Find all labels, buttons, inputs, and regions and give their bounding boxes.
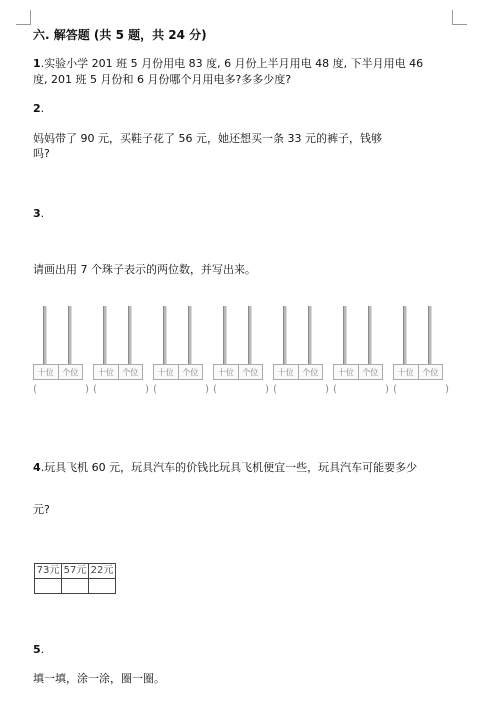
- paren-open: (: [333, 384, 337, 395]
- tens-label: 十位: [94, 365, 119, 379]
- question-4-number: 4: [33, 461, 41, 474]
- ones-label: 个位: [422, 367, 439, 377]
- tens-label: 十位: [274, 365, 299, 379]
- ones-rod: [188, 306, 192, 364]
- price-answer-cell-2[interactable]: [62, 579, 89, 594]
- ones-label: 个位: [242, 367, 259, 377]
- paren-open: (: [93, 384, 97, 395]
- question-5-heading: [33, 642, 44, 657]
- paren-close: ): [205, 384, 209, 395]
- tens-label: 十位: [394, 365, 419, 379]
- question-2-heading: [33, 101, 44, 116]
- paren-close: ): [265, 384, 269, 395]
- page-corner-mark-left: [16, 10, 31, 25]
- price-options-table: [34, 563, 116, 594]
- tens-rod: [283, 306, 287, 364]
- abacus-base: [273, 364, 323, 380]
- question-4-line-1: [33, 460, 417, 475]
- ones-label: 个位: [182, 367, 199, 377]
- tens-label: 十位: [34, 365, 59, 379]
- question-5-suffix: .: [40, 643, 45, 656]
- question-2-suffix: .: [40, 102, 45, 115]
- question-2-number: 2: [33, 102, 41, 115]
- answer-blank[interactable]: [33, 384, 89, 395]
- abacus-base: [393, 364, 443, 380]
- ones-rod: [248, 306, 252, 364]
- ones-rod: [428, 306, 432, 364]
- paren-close: ): [325, 384, 329, 395]
- answer-blank[interactable]: [93, 384, 149, 395]
- paren-open: (: [213, 384, 217, 395]
- question-1-text: .实验小学 201 班 5 月份用电 83 度, 6 月份上半月用电 48 度, 下半月用电 46: [40, 57, 424, 70]
- paren-close: ): [445, 384, 449, 395]
- abacus[interactable]: [273, 306, 329, 398]
- answer-blank[interactable]: [393, 384, 449, 395]
- question-2-line-1: 妈妈带了 90 元，买鞋子花了 56 元，她还想买一条 33 元的裤子，钱够: [33, 132, 382, 145]
- abacus-base: [33, 364, 83, 380]
- abacus[interactable]: [153, 306, 209, 398]
- ones-label: 个位: [302, 367, 319, 377]
- question-4-text: .玩具飞机 60 元，玩具汽车的价钱比玩具飞机便宜一些，玩具汽车可能要多少: [40, 461, 418, 474]
- tens-label: 十位: [214, 365, 239, 379]
- abacus[interactable]: [393, 306, 449, 398]
- tens-label: 十位: [154, 365, 179, 379]
- ones-label: 个位: [362, 367, 379, 377]
- answer-blank[interactable]: [153, 384, 209, 395]
- abacus[interactable]: [213, 306, 269, 398]
- paren-close: ): [85, 384, 89, 395]
- paren-open: (: [273, 384, 277, 395]
- paren-close: ): [145, 384, 149, 395]
- question-5-prompt: 填一填，涂一涂，圈一圈。: [33, 672, 165, 685]
- abacus-base: [93, 364, 143, 380]
- question-1-line-1: [33, 56, 423, 71]
- question-3-suffix: .: [40, 207, 45, 220]
- price-answer-cell-3[interactable]: [89, 579, 116, 594]
- answer-blank[interactable]: [333, 384, 389, 395]
- abacus-base: [333, 364, 383, 380]
- question-5-number: 5: [33, 643, 41, 656]
- answer-blank[interactable]: [273, 384, 329, 395]
- tens-rod: [223, 306, 227, 364]
- abacus[interactable]: [93, 306, 149, 398]
- abacus[interactable]: [33, 306, 89, 398]
- tens-rod: [163, 306, 167, 364]
- section-title: 六. 解答题 (共 5 题，共 24 分): [33, 28, 207, 42]
- question-4-line-2: 元?: [33, 503, 50, 516]
- ones-rod: [308, 306, 312, 364]
- tens-rod: [343, 306, 347, 364]
- tens-rod: [103, 306, 107, 364]
- question-2-line-2: 吗?: [33, 147, 50, 160]
- abacus-base: [153, 364, 203, 380]
- paren-open: (: [153, 384, 157, 395]
- abacus-row: [33, 306, 449, 398]
- price-option-1: 73元: [35, 564, 62, 579]
- price-answer-cell-1[interactable]: [35, 579, 62, 594]
- paren-close: ): [385, 384, 389, 395]
- question-3-number: 3: [33, 207, 41, 220]
- price-answer-row: [35, 579, 116, 594]
- question-3-prompt: 请画出用 7 个珠子表示的两位数，并写出来。: [33, 263, 256, 276]
- question-3-heading: [33, 206, 44, 221]
- tens-label: 十位: [334, 365, 359, 379]
- paren-open: (: [393, 384, 397, 395]
- ones-label: 个位: [62, 367, 79, 377]
- ones-rod: [68, 306, 72, 364]
- ones-label: 个位: [122, 367, 139, 377]
- price-option-2: 57元: [62, 564, 89, 579]
- ones-rod: [368, 306, 372, 364]
- price-option-3: 22元: [89, 564, 116, 579]
- answer-blank[interactable]: [213, 384, 269, 395]
- page-corner-mark-right: [452, 10, 467, 25]
- abacus[interactable]: [333, 306, 389, 398]
- ones-rod: [128, 306, 132, 364]
- tens-rod: [403, 306, 407, 364]
- question-1-line-2: 度, 201 班 5 月份和 6 月份哪个月用电多?多多少度?: [33, 73, 292, 86]
- price-options-row: [35, 564, 116, 579]
- abacus-base: [213, 364, 263, 380]
- tens-rod: [43, 306, 47, 364]
- question-1-number: 1: [33, 57, 41, 70]
- paren-open: (: [33, 384, 37, 395]
